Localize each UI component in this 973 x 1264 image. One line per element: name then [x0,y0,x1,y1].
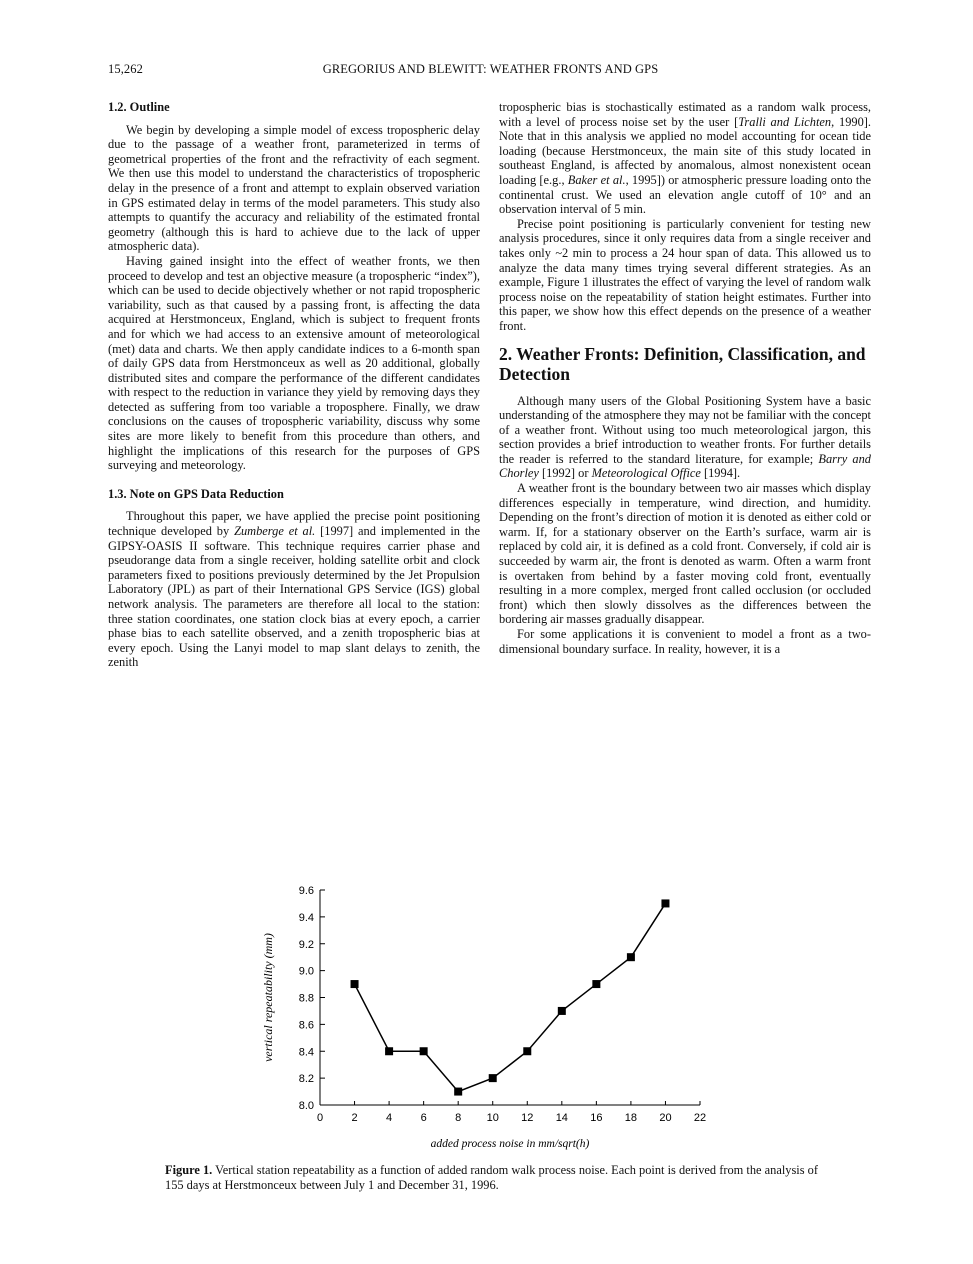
data-point-marker [489,1074,497,1082]
x-tick-label: 18 [624,1112,638,1124]
right-paragraph-3: Although many users of the Global Positioning System have a basic understanding of the atmosphere they may not be familiar with the concept of a weather front. Without using too much meteorological jargon, this section provides a brief introduction to weather fronts. For further details the reader is referred to the standard literature, for example; Barry and Chorley [1992] or Meteorological Office [1994]. [499,393,872,481]
x-tick-label: 14 [555,1112,568,1124]
citation: Meteorological Office [591,466,701,481]
x-tick-label: 16 [590,1112,603,1124]
data-point-marker [558,1007,566,1015]
series-line [355,903,666,1091]
outline-paragraph-2: Having gained insight into the effect of weather fronts, we then proceed to develop and test an objective measure (a tropospheric “index”), which can be used to decide objectively whether or not rapid tropospheric variability, such as that caused by a passing front, is affecting the data acquired at Herstmonceux, England, which is subject to frequent fronts and for which we had access to an extensive amount of meteorological (met) data and charts. We then apply candidate indices to a 6-month span of daily GPS data from Herstmonceux as well as 20 additional, globally distributed sites and compare the performance of the different candidates with respect to the reduction in variance they yield by removing days they detected as suffering from too variable a troposphere. Finally, we draw conclusions on the causes of tropospheric variability, discuss why some sites are more likely to benefit from this procedure than others, and highlight the implications of this research for the purposes of GPS surveying and meteorology. [108,253,480,473]
figure-label: Figure 1. [165,1163,213,1177]
y-axis-label: vertical repeatability (mm) [261,933,275,1062]
figure-1 [250,880,730,1165]
x-tick-label: 12 [521,1112,534,1124]
y-tick-label: 9.4 [298,911,314,924]
x-tick-label: 10 [486,1112,499,1124]
x-tick-label: 6 [420,1112,427,1124]
y-tick-label: 9.2 [298,938,314,951]
x-tick-label: 0 [316,1112,324,1124]
data-point-marker [385,1047,393,1055]
data-point-marker [454,1088,462,1096]
data-point-marker [351,980,359,988]
page-number: 15,262 [108,62,143,76]
right-paragraph-4: A weather front is the boundary between two air masses which display differences especially in temperature, wind direction, and humidity. Depending on the front’s direction of motion it is denoted as either cold or warm. If, for a stationary observer on the Earth’s surface, warm air is replaced by cold air, it is defined as a cold front. Conversely, if cold air is succeeded by warm air, the front is denoted as warm. Often a warm front is overtaken from behind by a faster moving cold front, eventually resulting in a more complex, merged front called occlusion (or occluded front) which then slowly dissolves as the differences between the bordering air masses gradually disappear. [499,481,871,627]
x-tick-label: 22 [693,1112,707,1124]
data-point-marker [592,980,600,988]
right-column [499,100,871,656]
x-tick-label: 20 [659,1112,672,1124]
x-tick-label: 2 [351,1112,358,1124]
running-title: GREGORIUS AND BLEWITT: WEATHER FRONTS AND GPS [322,62,659,76]
note-heading: 1.3. Note on GPS Data Reduction [108,486,284,501]
y-tick-label: 8.8 [298,992,314,1005]
y-tick-label: 8.2 [298,1073,314,1086]
figure-caption [165,1163,820,1192]
note-paragraph-1: Throughout this paper, we have applied the precise point positioning technique developed by Zumberge et al. [1997] and implemented in the GIPSY-OASIS II software. This technique requires carrier phase and pseudorange data from a single receiver, holding satellite orbit and clock parameters fixed to positions previously determined by the Jet Propulsion Laboratory (JPL) as part of their International GPS Service (IGS) global network analysis. The parameters are therefore all local to the station: three station coordinates, one station clock bias at every epoch, a carrier phase bias to each satellite observed, and a zenith tropospheric bias at every epoch. Using the Lanyi model to map slant delays to zenith, the zenith [108,509,480,670]
x-tick-label: 8 [455,1112,462,1124]
line-chart [250,880,730,1165]
y-tick-label: 9.0 [298,965,314,978]
y-tick-label: 8.6 [298,1019,314,1032]
citation: Baker et al. [567,172,626,187]
section-heading: 2. Weather Fronts: Definition, Classification, and Detection [499,343,866,384]
outline-heading: 1.2. Outline [108,100,170,114]
data-point-marker [420,1047,428,1055]
x-tick-label: 4 [386,1112,393,1124]
right-paragraph-5: For some applications it is convenient to model a front as a two-dimensional boundary surface. In reality, however, it is a [499,627,871,656]
y-tick-label: 8.4 [298,1046,314,1059]
right-paragraph-2: Precise point positioning is particularly convenient for testing new analysis procedures, since it only requires data from a single receiver and takes only ~2 min to process a 24 hour span of data. This allowed us to analyze the data many times trying several different strategies. As an example, Figure 1 illustrates the effect of varying the level of random walk process noise on the repeatability of station height estimates. Further into this paper, we show how this effect depends on the presence of a weather front. [499,216,871,333]
x-axis-label: added process noise in mm/sqrt(h) [430,1138,590,1150]
y-tick-label: 8.0 [298,1100,314,1112]
data-point-marker [661,899,669,907]
y-tick-label: 9.6 [298,885,314,897]
left-column [108,100,480,670]
data-point-marker [627,953,635,961]
citation: Zumberge et al. [234,524,316,539]
caption-text: Vertical station repeatability as a function of added random walk process noise. Each point is derived from the analysis of 155 days at Herstmonceux between July 1 and December 31, 1996. [165,1163,818,1192]
outline-paragraph-1: We begin by developing a simple model of excess tropospheric delay due to the passage of a weather front, parameterized in terms of geometrical properties of the front and the refractivity of each segment. We then use this model to understand the characteristics of tropospheric delay in the presence of a front and attempt to explain observed variation in GPS estimated delay in terms of the model parameters. This study also attempts to quantify the accuracy and reliability of the estimated frontal geometry (although this is hard to achieve due to the lack of upper atmospheric data). [108,122,480,254]
citation: Tralli and Lichten [738,114,832,129]
data-point-marker [523,1047,531,1055]
citation: Barry and Chorley [499,451,872,481]
right-paragraph-1: tropospheric bias is stochastically estimated as a random walk process, with a level of process noise set by the user [Tralli and Lichten, 1990]. Note that in this analysis we applied no model accounting for ocean tide loading (because Herstmonceux, the main site of this study located in southeast England, is affected by anomalous, almost nonexistent ocean loading [e.g., Baker et al., 1995]) or atmospheric pressure loading onto the continental crust. We used an elevation angle cutoff of 10° and an observation interval of 5 min. [499,100,872,217]
